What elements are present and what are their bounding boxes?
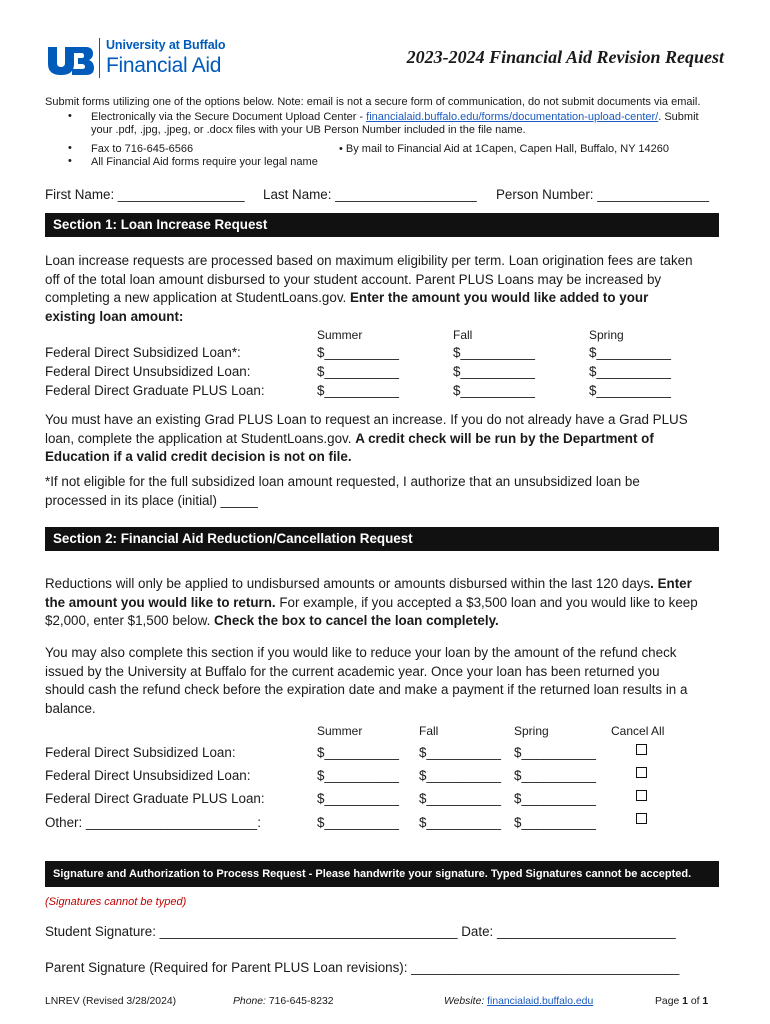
section2-amount-field[interactable]: $__________ <box>514 745 596 760</box>
section2-amount-field[interactable]: $__________ <box>514 815 596 830</box>
section2-loan-grad-plus: Federal Direct Graduate PLUS Loan: <box>45 791 265 806</box>
section2-p1-line3 <box>45 612 735 631</box>
section2-amount-field[interactable]: $__________ <box>514 791 596 806</box>
section2-loan-unsubsidized: Federal Direct Unsubsidized Loan: <box>45 768 251 783</box>
bullet-marker: • <box>68 155 72 167</box>
section1-p2-line1: You must have an existing Grad PLUS Loan to request an increase. If you do not already have a Grad PLUS <box>45 412 688 427</box>
last-name-field[interactable]: Last Name: ___________________ <box>263 187 477 202</box>
footer-phone-number: 716-645-8232 <box>265 996 334 1007</box>
instructions-intro: Submit forms utilizing one of the options below. Note: email is not a secure form of communication, do not submit documents via email. <box>45 96 701 108</box>
footer-revision: LNREV (Revised 3/28/2024) <box>45 996 177 1007</box>
section2-amount-field[interactable]: $__________ <box>317 745 399 760</box>
footer-page-number <box>655 996 708 1007</box>
upload-center-link[interactable]: financialaid.buffalo.edu/forms/documentation-upload-center/ <box>366 111 659 123</box>
section1-paragraph3 <box>45 473 735 510</box>
cancel-checkbox[interactable] <box>636 744 647 755</box>
section2-p1-emphasis: Check the box to cancel the loan completely. <box>214 613 499 628</box>
section1-amount-field[interactable]: $__________ <box>317 383 399 398</box>
ub-logo-icon <box>48 47 94 75</box>
footer-phone <box>233 996 334 1007</box>
section1-amount-field[interactable]: $__________ <box>589 383 671 398</box>
signature-note: (Signatures cannot be typed) <box>45 896 187 908</box>
page-of: of <box>687 996 703 1007</box>
page-label: Page <box>655 996 683 1007</box>
section2-amount-field[interactable]: $__________ <box>317 768 399 783</box>
upload-prefix: Electronically via the Secure Document Upload Center - <box>91 111 367 123</box>
section1-paragraph2 <box>45 411 735 467</box>
section1-amount-field[interactable]: $__________ <box>453 345 535 360</box>
footer-phone-label: Phone: <box>233 996 266 1007</box>
section1-p1-line3 <box>45 289 735 308</box>
section2-amount-field[interactable]: $__________ <box>419 745 501 760</box>
cancel-checkbox[interactable] <box>636 767 647 778</box>
section1-p1-text: completing a new application at StudentLoans.gov. <box>45 290 350 305</box>
footer-website-link[interactable]: financialaid.buffalo.edu <box>487 996 594 1007</box>
section1-term-summer: Summer <box>317 328 363 342</box>
section1-initial-field[interactable]: processed in its place (initial) _____ <box>45 492 258 508</box>
section1-p2-emphasis: A credit check will be run by the Department of <box>355 430 654 446</box>
section2-paragraph2 <box>45 644 735 718</box>
page-current: 1 <box>682 996 688 1007</box>
cancel-checkbox[interactable] <box>636 813 647 824</box>
section2-term-cancel-all: Cancel All <box>611 724 665 738</box>
section1-paragraph1 <box>45 252 735 326</box>
section2-p1-emphasis: . Enter <box>650 576 692 591</box>
upload-instruction <box>91 110 699 124</box>
section2-p1-line2 <box>45 594 735 613</box>
section2-amount-field[interactable]: $__________ <box>419 791 501 806</box>
section1-p1-line4 <box>45 308 735 327</box>
legal-name-instruction: All Financial Aid forms require your legal name <box>91 156 318 168</box>
section2-p1-text: Reductions will only be applied to undisbursed amounts or amounts disbursed within the last 120 days <box>45 576 651 591</box>
section2-p1-line1 <box>45 575 735 594</box>
section2-paragraph1 <box>45 575 735 631</box>
footer-website-label: Website: <box>444 996 488 1007</box>
section1-term-fall: Fall <box>453 328 473 342</box>
section2-loan-subsidized: Federal Direct Subsidized Loan: <box>45 745 236 760</box>
student-signature-field[interactable]: Student Signature: ________________________________________ Date: ________________________ <box>45 924 676 939</box>
section2-amount-field[interactable]: $__________ <box>514 768 596 783</box>
section2-p2-line2: issued by the University at Buffalo for the current academic year. Once your loan has been returned you <box>45 663 660 679</box>
section2-amount-field[interactable]: $__________ <box>419 815 501 830</box>
section2-loan-other-field[interactable]: Other: _______________________: <box>45 815 261 830</box>
section1-amount-field[interactable]: $__________ <box>589 364 671 379</box>
cancel-checkbox[interactable] <box>636 790 647 801</box>
document-title: 2023-2024 Financial Aid Revision Request <box>406 47 724 67</box>
bullet-marker: • <box>68 110 72 122</box>
logo-university-name: University at Buffalo <box>106 38 226 52</box>
person-number-field[interactable]: Person Number: _______________ <box>496 187 709 202</box>
section2-amount-field[interactable]: $__________ <box>419 768 501 783</box>
section2-amount-field[interactable]: $__________ <box>317 815 399 830</box>
section1-p2-text: loan, complete the application at StudentLoans.gov. <box>45 430 356 446</box>
section1-p2-line2 <box>45 430 735 449</box>
section1-p1-line2: off of the total loan amount disbursed to your student account. Parent PLUS Loans may be increased by <box>45 271 662 287</box>
section2-amount-field[interactable]: $__________ <box>317 791 399 806</box>
logo-department-name: Financial Aid <box>106 54 222 77</box>
section1-heading: Section 1: Loan Increase Request <box>45 213 719 237</box>
section1-term-spring: Spring <box>589 328 624 342</box>
section2-p2-line3: should cash the refund check before the expiration date and make a payment if the returned loan results in a <box>45 682 688 697</box>
mail-instruction: • By mail to Financial Aid at 1Capen, Capen Hall, Buffalo, NY 14260 <box>339 143 669 155</box>
section2-heading: Section 2: Financial Aid Reduction/Cancellation Request <box>45 527 719 551</box>
section1-amount-field[interactable]: $__________ <box>317 364 399 379</box>
section2-p2-line1: You may also complete this section if you would like to reduce your loan by the amount of the refund check <box>45 645 677 660</box>
section1-amount-field[interactable]: $__________ <box>589 345 671 360</box>
section1-p2-emphasis: Education if a valid credit decision is not on file. <box>45 449 352 464</box>
first-name-field[interactable]: First Name: _________________ <box>45 187 245 202</box>
section2-term-fall: Fall <box>419 724 439 738</box>
section1-loan-unsubsidized: Federal Direct Unsubsidized Loan: <box>45 364 251 379</box>
section1-p1-line1: Loan increase requests are processed based on maximum eligibility per term. Loan origination fees are taken <box>45 253 693 268</box>
signature-heading: Signature and Authorization to Process Request - Please handwrite your signature. Typed Signatures cannot be accepted. <box>45 861 719 887</box>
section1-amount-field[interactable]: $__________ <box>317 345 399 360</box>
section1-amount-field[interactable]: $__________ <box>453 383 535 398</box>
section1-p1-emphasis: existing loan amount: <box>45 308 184 324</box>
section2-p2-line4: balance. <box>45 700 96 716</box>
parent-signature-field[interactable]: Parent Signature (Required for Parent PLUS Loan revisions): ____________________________________ <box>45 960 680 975</box>
section2-term-summer: Summer <box>317 724 363 738</box>
section1-p3-line1: *If not eligible for the full subsidized loan amount requested, I authorize that an unsubsidized loan be <box>45 474 640 489</box>
fax-instruction: Fax to 716-645-6566 <box>91 143 194 155</box>
bullet-marker: • <box>68 142 72 154</box>
section2-p1-text: For example, if you accepted a $3,500 loan and you would like to keep <box>275 594 698 610</box>
section1-p2-line3 <box>45 448 735 467</box>
footer-website <box>444 996 593 1007</box>
logo-divider <box>99 38 100 78</box>
section1-p1-emphasis: Enter the amount you would like added to your <box>349 290 649 305</box>
upload-suffix: . Submit <box>658 111 699 123</box>
section2-term-spring: Spring <box>514 724 549 738</box>
section2-p1-emphasis: the amount you would like to return. <box>45 594 276 610</box>
section1-loan-grad-plus: Federal Direct Graduate PLUS Loan: <box>45 383 265 398</box>
section2-p1-text: $2,000, enter $1,500 below. <box>45 613 215 628</box>
upload-instruction-line2: your .pdf, .jpg, .jpeg, or .docx files with your UB Person Number included in the file name. <box>91 124 526 136</box>
page-total: 1 <box>702 996 709 1007</box>
section1-amount-field[interactable]: $__________ <box>453 364 535 379</box>
section1-loan-subsidized: Federal Direct Subsidized Loan*: <box>45 345 241 360</box>
